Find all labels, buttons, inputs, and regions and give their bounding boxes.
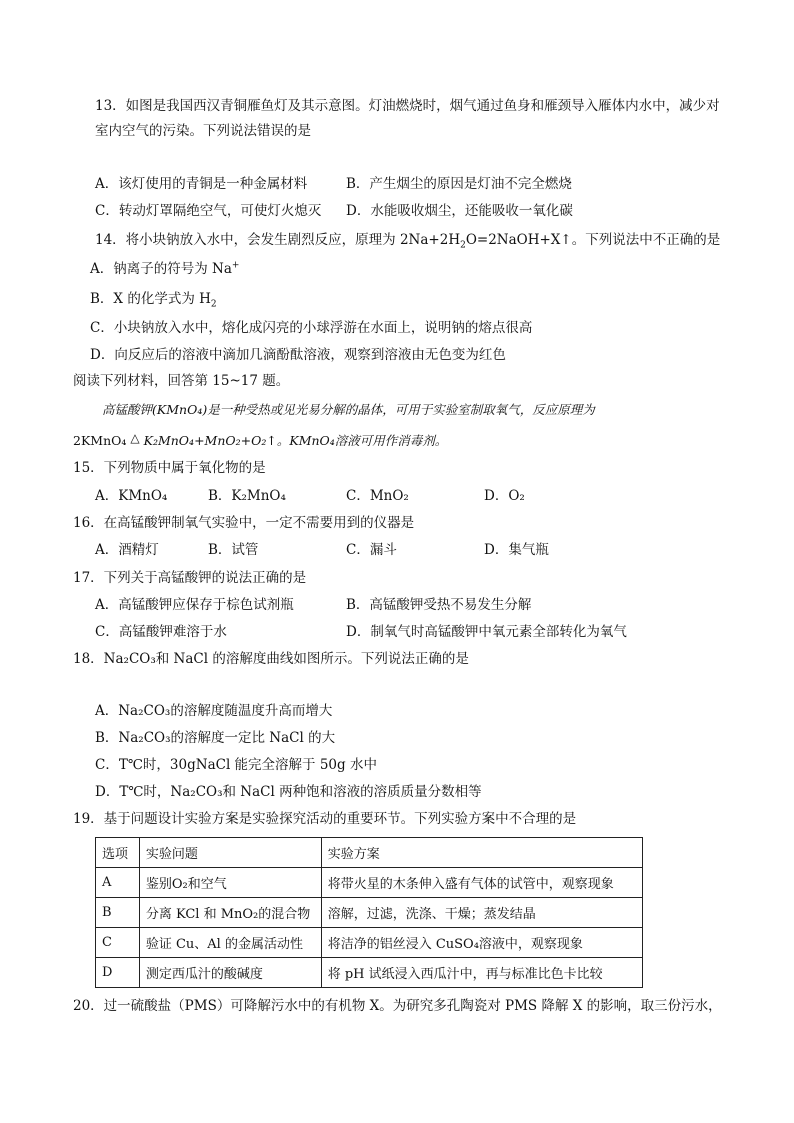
equation-left: 2KMnO₄ (73, 433, 127, 448)
q18-option-d: D．T℃时，Na₂CO₃和 NaCl 两种饱和溶液的溶质质量分数相等 (95, 784, 482, 800)
q17-stem: 17．下列关于高锰酸钾的说法正确的是 (73, 570, 307, 586)
row-d-question: 测定西瓜汁的酸碱度 (139, 958, 321, 988)
q17-option-b: B．高锰酸钾受热不易发生分解 (346, 597, 532, 613)
row-c-question: 验证 Cu、Al 的金属活动性 (139, 928, 321, 958)
q15-stem: 15．下列物质中属于氧化物的是 (73, 460, 266, 476)
heat-delta-icon: △ (130, 431, 140, 445)
row-a-question: 鉴别O₂和空气 (139, 868, 321, 898)
q13-stem-line2: 室内空气的污染。下列说法错误的是 (95, 123, 311, 139)
q17-option-d: D．制氧气时高锰酸钾中氧元素全部转化为氧气 (346, 624, 627, 640)
table-row (96, 958, 643, 988)
q14-option-a (90, 260, 239, 278)
q14-stem-suffix: O=2NaOH+X↑。下列说法中不正确的是 (465, 232, 721, 248)
q16-option-d: D．集气瓶 (484, 542, 549, 558)
q17-option-c: C．高锰酸钾难溶于水 (95, 624, 227, 640)
q14-stem (95, 231, 720, 249)
row-d-plan: 将 pH 试纸浸入西瓜汁中，再与标准比色卡比较 (321, 958, 642, 988)
q17-option-a: A．高锰酸钾应保存于棕色试剂瓶 (95, 597, 294, 613)
header-question: 实验问题 (139, 838, 321, 868)
row-c-option: C (96, 928, 140, 958)
q13-option-d: D．水能吸收烟尘，还能吸收一氧化碳 (346, 203, 573, 219)
equation-right: K₂MnO₄+MnO₂+O₂↑。KMnO₄溶液可用作消毒剂。 (143, 433, 448, 448)
table-row (96, 868, 643, 898)
q14-option-b-sub: 2 (210, 299, 217, 310)
q14-option-b-text: B．X 的化学式为 H (90, 291, 211, 307)
header-option: 选项 (96, 838, 140, 868)
reading-intro: 阅读下列材料，回答第 15~17 题。 (73, 373, 290, 389)
row-b-question: 分离 KCl 和 MnO₂的混合物 (139, 898, 321, 928)
q20-stem: 20．过一硫酸盐（PMS）可降解污水中的有机物 X。为研究多孔陶瓷对 PMS 降解 X 的影响，取三份污水， (73, 998, 722, 1014)
q18-option-c: C．T℃时，30gNaCl 能完全溶解于 50g 水中 (95, 757, 377, 773)
q16-option-a: A．酒精灯 (95, 542, 159, 558)
row-a-option: A (96, 868, 140, 898)
reading-material-line1: 高锰酸钾(KMnO₄)是一种受热或见光易分解的晶体，可用于实验室制取氧气，反应原理为 (102, 402, 595, 417)
q14-stem-prefix: 14．将小块钠放入水中，会发生剧烈反应，原理为 2Na+2H (95, 232, 461, 248)
q18-stem: 18．Na₂CO₃和 NaCl 的溶解度曲线如图所示。下列说法正确的是 (73, 651, 469, 667)
row-a-plan: 将带火星的木条伸入盛有气体的试管中，观察现象 (321, 868, 642, 898)
q14-option-a-sup: + (231, 260, 240, 271)
q15-option-b: B．K₂MnO₄ (208, 488, 286, 504)
q13-stem-line1: 13．如图是我国西汉青铜雁鱼灯及其示意图。灯油燃烧时，烟气通过鱼身和雁颈导入雁体内水中，减少对 (95, 98, 720, 114)
q16-option-c: C．漏斗 (346, 542, 397, 558)
q13-option-b: B．产生烟尘的原因是灯油不完全燃烧 (346, 176, 572, 192)
row-b-plan: 溶解，过滤，洗涤、干燥；蒸发结晶 (321, 898, 642, 928)
q14-option-d: D．向反应后的溶液中滴加几滴酚酞溶液，观察到溶液由无色变为红色 (90, 347, 506, 363)
q14-stem-sub: 2 (460, 240, 466, 251)
row-c-plan: 将洁净的铝丝浸入 CuSO₄溶液中，观察现象 (321, 928, 642, 958)
q13-option-a: A．该灯使用的青铜是一种金属材料 (95, 176, 308, 192)
table-header-row (96, 838, 643, 868)
q13-option-c: C．转动灯罩隔绝空气，可使灯火熄灭 (95, 203, 322, 219)
q18-option-a: A．Na₂CO₃的溶解度随温度升高而增大 (95, 703, 333, 719)
table-row (96, 928, 643, 958)
row-d-option: D (96, 958, 140, 988)
q15-option-a: A．KMnO₄ (95, 488, 168, 504)
q14-option-c: C．小块钠放入水中，熔化成闪亮的小球浮游在水面上，说明钠的熔点很高 (90, 320, 533, 336)
q16-stem: 16．在高锰酸钾制氧气实验中，一定不需要用到的仪器是 (73, 515, 415, 531)
q19-stem: 19．基于问题设计实验方案是实验探究活动的重要环节。下列实验方案中不合理的是 (73, 811, 577, 827)
table-row (96, 898, 643, 928)
header-plan: 实验方案 (321, 838, 642, 868)
q15-option-d: D．O₂ (484, 488, 525, 504)
q18-option-b: B．Na₂CO₃的溶解度一定比 NaCl 的大 (95, 730, 336, 746)
q15-option-c: C．MnO₂ (346, 488, 409, 504)
q14-option-b (90, 290, 217, 308)
q16-option-b: B．试管 (208, 542, 259, 558)
reading-equation (73, 432, 447, 450)
row-b-option: B (96, 898, 140, 928)
q14-option-a-text: A．钠离子的符号为 Na (90, 261, 232, 277)
q19-experiment-table (95, 837, 643, 988)
